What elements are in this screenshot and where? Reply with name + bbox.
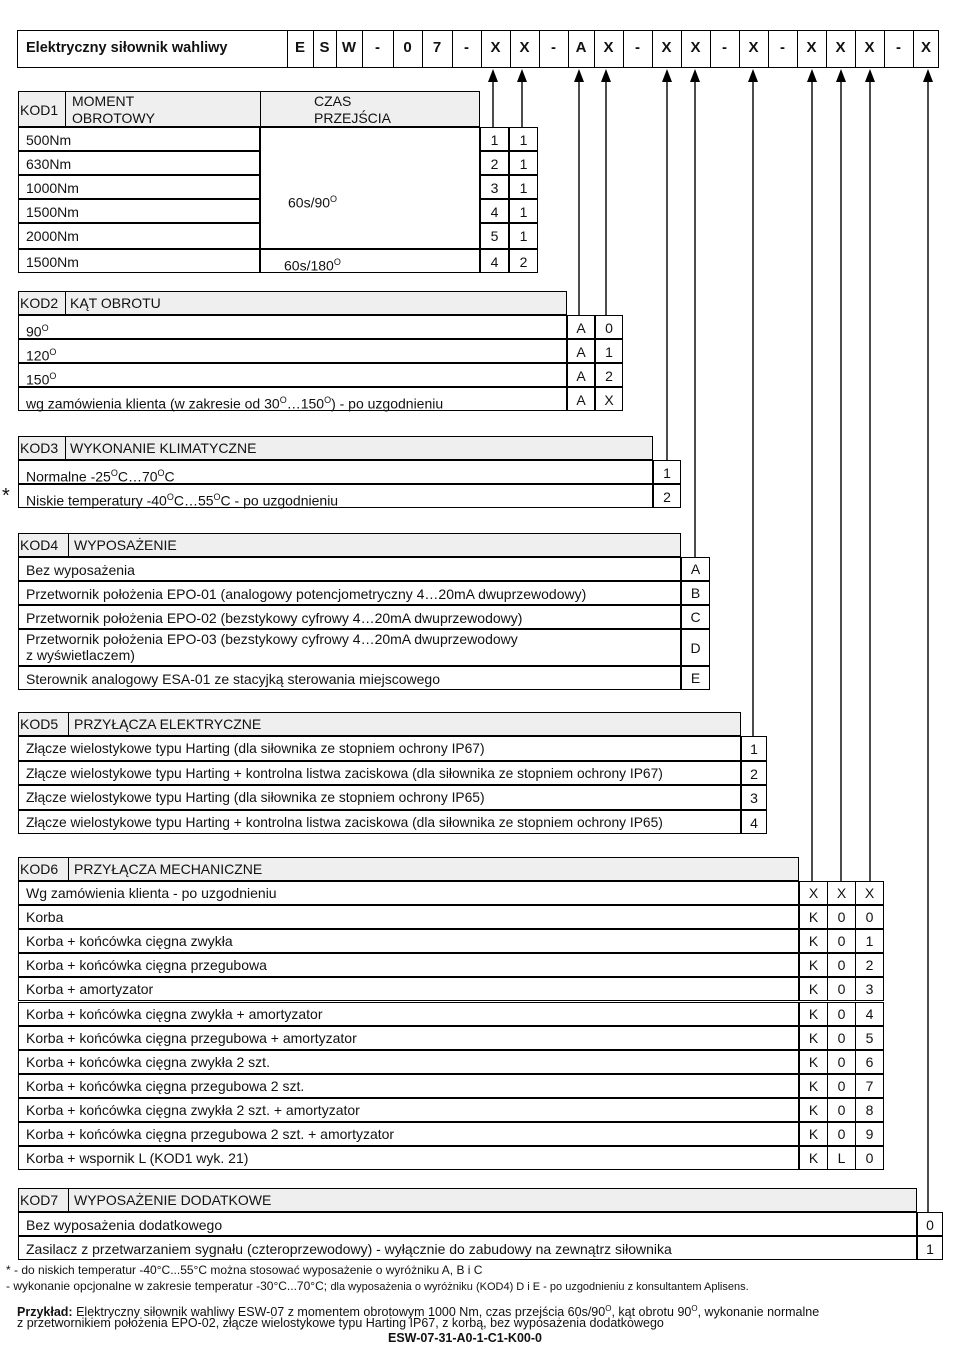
kod5-row-text: Złącze wielostykowe typu Harting (dla siłownika ze stopniem ochrony IP65) [26,790,485,805]
kod2-row-sup: O [49,371,57,381]
kod3-row-c: 2 [663,489,671,505]
kod6-row-c2: 0 [837,1053,846,1070]
kod4-row-c: E [690,670,701,686]
example-line-2: z przetwornikiem położenia EPO-02, złącze wielostykowe typu Harting IP67, z korbą, bez wyposażenia dodatkowego [17,1316,664,1330]
kod7-row-text: Bez wyposażenia dodatkowego [26,1217,223,1233]
kod2-row-c2: 1 [605,344,613,360]
kod5-header-divider [68,712,69,736]
kod2-row-pre: 120 [26,347,50,364]
kod6-row-c2: 0 [837,933,846,950]
kod7-row-c: 1 [926,1241,934,1257]
kod1-time-b-text: 60s/180 [284,257,334,274]
arrow-up-icon [601,69,611,82]
kod6-header-divider [68,857,69,881]
kod4-row-text: Przetwornik położenia EPO-03 (bezstykowy cyfrowy 4…20mA dwuprzewodowy [26,631,518,647]
kod6-row-text: Korba + końcówka cięgna przegubowa 2 szt. [26,1077,305,1094]
kod3-row-deg: O [213,492,221,502]
kod6-row-c2: 0 [837,981,846,998]
kod1-row-name: 500Nm [26,132,72,148]
code-cell-char: S [319,39,330,56]
kod3-row-text [26,465,175,485]
code-cell-char: X [519,39,530,56]
kod4-row-text: Przetwornik położenia EPO-01 (analogowy potencjometryczny 4…20mA dwuprzewodowy) [26,586,587,602]
kod3-label: KOD3 [20,440,59,456]
code-cell-char: - [780,39,785,56]
kod6-row-c1: K [808,957,819,974]
kod5-row-c: 1 [750,741,758,757]
kod4-label: KOD4 [20,537,59,553]
kod2-row-mid: …150 [286,395,325,412]
footnote-1: * - do niskich temperatur -40°C...55°C można stosować wyposażenie o wyróżniku A, B i C [6,1263,483,1277]
kod3-row-deg: O [166,492,174,502]
kod6-row-c2: 0 [837,957,846,974]
code-cell-char: - [551,39,556,56]
example-code: ESW-07-31-A0-1-C1-K00-0 [388,1331,542,1345]
code-cell-char: X [864,39,875,56]
kod6-row-text: Korba + końcówka cięgna zwykła 2 szt. + amortyzator [26,1101,360,1118]
kod2-title: KĄT OBROTU [70,295,161,311]
kod2-row-pre: 90 [26,323,42,340]
kod6-row-text: Korba + końcówka cięgna przegubowa [26,957,267,974]
kod6-row-c1: K [808,1126,819,1142]
kod3-row-deg: O [157,468,165,478]
kod6-row-box [18,905,799,929]
arrow-up-icon [574,69,584,82]
code-cell-char: X [920,39,931,56]
kod1-row-c2: 1 [519,228,528,244]
kod2-row-sup2: O [324,395,332,405]
kod3-row-t2: C…55 [173,492,214,509]
example-sup-2: O [691,1304,698,1313]
kod7-label: KOD7 [20,1192,59,1208]
kod1-time-a-deg: O [330,194,338,204]
kod4-title: WYPOSAŻENIE [74,537,177,553]
kod6-row-text: Korba + końcówka cięgna zwykła 2 szt. [26,1053,270,1070]
kod4-row-text: Sterownik analogowy ESA-01 ze stacyjką sterowania miejscowego [26,671,440,687]
example-sup-1: O [605,1304,612,1313]
kod7-header-box [18,1188,917,1212]
kod1-row-c2: 1 [519,180,528,196]
example-text-1b: , kąt obrotu 90 [611,1305,692,1320]
kod4-row-c: D [690,639,701,656]
code-cell-char: X [603,39,614,56]
kod6-row-c3: 2 [865,957,874,974]
kod2-row-c2: X [604,392,614,408]
kod6-row-c3: 6 [865,1053,874,1070]
kod6-row-c3: 4 [865,1005,874,1022]
kod2-row-c2: 2 [605,368,613,384]
kod6-row-c1: K [808,1053,819,1070]
example-text-1c: , wykonanie normalne [697,1305,820,1320]
kod4-row-text: Przetwornik położenia EPO-02 (bezstykowy cyfrowy 4…20mA dwuprzewodowy) [26,610,523,626]
kod4-header-divider [68,533,69,557]
code-cell-char: A [575,39,587,56]
kod1-time-a-text: 60s/90 [288,194,331,211]
kod2-row-text [26,344,56,364]
kod1-row-c1: 4 [490,254,499,270]
kod3-row-t2: C…70 [117,468,158,485]
kod1-row-c2: 1 [519,204,528,220]
kod2-row-sup: O [279,395,287,405]
kod5-row-text: Złącze wielostykowe typu Harting + kontrolna listwa zaciskowa (dla siłownika ze stopniem ochrony IP65) [26,814,663,830]
kod3-row-c: 1 [663,465,671,481]
arrow-up-icon [865,69,875,82]
kod6-row-c2: 0 [837,1077,846,1094]
kod3-row-t3: C [164,468,175,485]
code-cell-char: X [661,39,672,56]
kod6-row-c3: 7 [865,1077,874,1094]
kod1-col2-line1: CZAS [314,93,352,109]
code-cell-char: W [341,39,357,56]
kod2-row-text [26,368,56,388]
kod6-row-text: Korba [26,909,64,926]
kod2-row-box [18,339,567,363]
kod6-row-c3: 5 [865,1029,874,1046]
kod6-row-c3: 0 [865,909,874,926]
kod2-row-box [18,363,567,387]
arrow-up-icon [488,69,498,82]
kod7-row-c: 0 [926,1217,934,1233]
kod2-row-c1: A [576,392,586,408]
kod2-header-divider [65,291,66,315]
kod6-row-c2: X [836,885,847,901]
kod6-row-c2: L [837,1150,846,1167]
code-cell-char: - [722,39,727,56]
kod2-row-sup: O [41,323,49,333]
kod7-header-divider [68,1188,69,1212]
code-cell-char: - [375,39,380,56]
arrow-up-icon [517,69,527,82]
kod4-header-box [18,533,681,557]
footnote-2-a: - wykonanie opcjonalne w zakresie temperatur -30°C...70°C; [6,1279,328,1293]
code-cell-char: X [748,39,759,56]
kod2-row-c1: A [576,368,586,384]
code-cell-char: E [294,39,305,56]
kod6-row-c1: K [808,1101,819,1118]
kod6-row-c1: K [808,1150,819,1167]
arrow-up-icon [662,69,672,82]
kod6-row-c1: K [808,1005,819,1022]
kod1-row-name: 1500Nm [26,254,79,270]
kod3-row-t1: Normalne -25 [26,468,111,485]
kod1-row-name: 1500Nm [26,204,79,220]
code-cell-char: - [464,39,469,56]
header-title: Elektryczny siłownik wahliwy [26,40,228,56]
kod3-title: WYKONANIE KLIMATYCZNE [70,440,257,456]
kod1-row-c1: 1 [490,132,499,148]
arrow-up-icon [923,69,933,82]
arrow-up-icon [836,69,846,82]
kod1-col1-line2: OBROTOWY [72,110,155,126]
kod3-header-box [18,436,653,460]
kod6-row-text: Korba + wspornik L (KOD1 wyk. 21) [26,1150,249,1167]
kod6-row-c2: 0 [837,909,846,926]
kod5-row-text: Złącze wielostykowe typu Harting + kontrolna listwa zaciskowa (dla siłownika ze stopniem ochrony IP67) [26,765,663,781]
kod3-header-divider [65,436,66,460]
kod6-row-c1: K [808,981,819,998]
kod1-row-name: 630Nm [26,156,72,172]
kod2-row-post: ) - po uzgodnieniu [331,395,444,412]
kod6-header-box [18,857,799,881]
footnote-2 [6,1280,749,1294]
arrow-up-icon [807,69,817,82]
kod6-row-c3: 8 [865,1101,874,1118]
kod3-row-text [26,489,338,509]
kod3-asterisk: * [2,485,10,507]
kod1-row-c2: 1 [519,156,528,172]
kod1-row-name: 1000Nm [26,180,79,196]
kod6-row-c1: K [808,909,819,926]
kod1-label: KOD1 [20,102,59,118]
kod4-row-c: C [690,609,701,625]
kod4-row-text-2: z wyświetlaczem) [26,647,135,663]
code-cell-char: X [690,39,701,56]
kod5-title: PRZYŁĄCZA ELEKTRYCZNE [74,716,262,732]
kod5-row-c: 4 [750,814,758,831]
kod2-row-text [26,320,49,340]
kod6-row-c3: 9 [865,1126,874,1142]
kod6-row-c3: X [864,885,875,901]
kod6-label: KOD6 [20,861,59,877]
code-cell-char: - [635,39,640,56]
kod1-header-divider [65,91,66,127]
kod6-row-text: Korba + końcówka cięgna przegubowa + amortyzator [26,1029,357,1046]
kod1-time-box-a [260,127,480,249]
kod1-row-c1: 4 [490,204,499,220]
code-cell-char: X [835,39,846,56]
kod6-row-text: Korba + końcówka cięgna przegubowa 2 szt. + amortyzator [26,1126,395,1142]
kod4-row-c: A [690,561,701,577]
kod2-header-box [18,291,567,315]
code-cell-char: X [490,39,501,56]
kod6-row-text: Korba + amortyzator [26,981,154,998]
kod6-row-text: Wg zamówienia klienta - po uzgodnieniu [26,885,277,901]
kod1-header-divider [260,91,261,127]
kod1-row-c1: 5 [490,228,499,244]
kod6-row-c1: K [808,1077,819,1094]
arrow-up-icon [690,69,700,82]
kod1-col1-line1: MOMENT [72,93,135,109]
kod3-row-t1: Niskie temperatury -40 [26,492,167,509]
kod6-row-c3: 0 [865,1150,874,1167]
footnote-2-b: dla wyposażenia o wyróżniku (KOD4) D i E - po uzgodnieniu z konsultantem Aplisens. [330,1281,749,1293]
kod5-header-box [18,712,741,736]
kod6-row-c2: 0 [837,1029,846,1046]
kod4-row-text: Bez wyposażenia [26,562,135,578]
kod5-row-text: Złącze wielostykowe typu Harting (dla siłownika ze stopniem ochrony IP67) [26,741,485,756]
kod6-row-c1: K [808,1029,819,1046]
kod3-row-t4: - po uzgodnieniu [230,492,339,509]
kod1-row-name: 2000Nm [26,228,79,244]
kod1-row-c1: 3 [490,180,499,196]
code-cell-char: 7 [432,39,442,56]
kod2-row-c1: A [576,344,586,360]
kod2-row-text [26,392,443,412]
kod7-title: WYPOSAŻENIE DODATKOWE [74,1192,272,1208]
kod1-col2-line2: PRZEJŚCIA [314,110,392,126]
kod3-row-deg: O [110,468,118,478]
kod2-row-sup: O [49,347,57,357]
kod2-row-box [18,315,567,339]
kod6-row-text: Korba + końcówka cięgna zwykła [26,933,233,950]
kod6-row-c2: 0 [837,1101,846,1118]
kod1-row-c2: 1 [519,132,528,148]
kod6-row-c2: 0 [837,1005,846,1022]
kod5-label: KOD5 [20,716,59,732]
kod1-time-b-deg: O [333,257,341,267]
kod2-row-pre: 150 [26,371,50,388]
kod6-row-c2: 0 [837,1126,846,1142]
kod2-label: KOD2 [20,295,59,311]
kod2-row-pre: wg zamówienia klienta (w zakresie od 30 [26,395,280,412]
kod2-row-c2: 0 [605,320,613,336]
kod2-row-c1: A [576,320,586,336]
kod7-row-text: Zasilacz z przetwarzaniem sygnału (czteroprzewodowy) - wyłącznie do zabudowy na zewnątrz siłownika [26,1241,672,1257]
kod6-title: PRZYŁĄCZA MECHANICZNE [74,861,263,877]
kod6-row-text: Korba + końcówka cięgna zwykła + amortyzator [26,1005,323,1022]
kod6-row-c3: 3 [865,981,874,998]
kod1-header-box [18,91,480,127]
arrow-up-icon [748,69,758,82]
kod6-row-c1: X [808,885,819,901]
kod1-row-c2: 2 [519,254,528,270]
kod1-time-b [284,254,341,274]
code-cell-char: 0 [403,39,412,56]
kod4-row-c: B [690,585,701,601]
kod1-row-c1: 2 [490,156,499,172]
kod5-row-c: 2 [750,765,758,782]
kod5-row-c: 3 [750,790,758,806]
kod1-time-a [288,191,337,211]
kod6-row-c1: K [808,933,819,950]
kod6-row-c3: 1 [865,933,874,950]
example-text-1: Elektryczny siłownik wahliwy ESW-07 z momentem obrotowym 1000 Nm, czas przejścia 60s/90 [76,1305,606,1320]
kod3-row-t3: C [220,492,231,509]
example-label: Przykład: [17,1305,73,1320]
code-cell-char: - [896,39,901,56]
code-cell-char: X [806,39,817,56]
